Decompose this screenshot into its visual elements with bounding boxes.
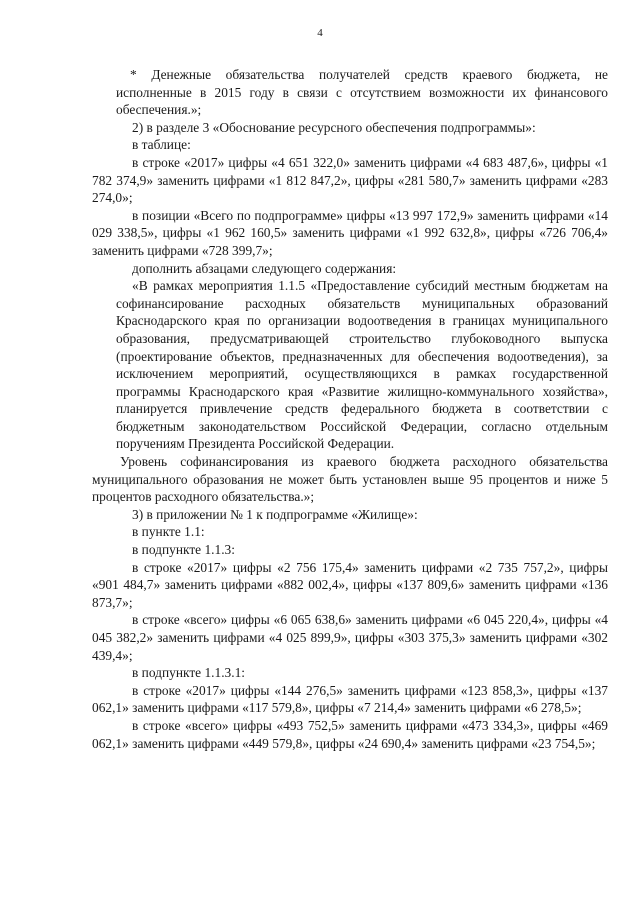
quoted-paragraph: «В рамках мероприятия 1.1.5 «Предоставление субсидий местным бюджетам на софинансирование расходных обязательств муниципальных образований Краснодарского края по организации водоотведения в границах муниципального образования, предусматривающей строительство глубоководного выпуска (проектирование объектов, предназначенных для обеспечения водоотведения), за исключением мероприятий, осуществляющихся в рамках государственной программы Краснодарского края «Развитие жилищно-коммунального хозяйства», планируется привлечение средств федерального бюджета в соответствии с бюджетным законодательством Российской Федерации, согласно отдельным поручениям Президента Российской Федерации.	[116, 278, 608, 452]
supplement-paragraph: дополнить абзацами следующего содержания:	[132, 260, 397, 276]
point-1-1-paragraph: в пункте 1.1:	[132, 524, 205, 540]
in-table-paragraph: в таблице:	[132, 137, 191, 153]
subpoint-1-1-3-paragraph: в подпункте 1.1.3:	[132, 542, 235, 558]
section-item-2: 2) в разделе 3 «Обоснование ресурсного обеспечения подпрограммы»:	[132, 119, 536, 135]
document-body	[92, 66, 608, 752]
subpoint-row-total-paragraph: в строке «всего» цифры «6 065 638,6» заменить цифрами «6 045 220,4», цифры «4 045 382,2» заменить цифрами «4 025 899,9», цифры «303 375,3» заменить цифрами «302 439,4»;	[92, 612, 608, 663]
subpoint-row-2017-paragraph: в строке «2017» цифры «2 756 175,4» заменить цифрами «2 735 757,2», цифры «901 484,7» заменить цифрами «882 002,4», цифры «137 809,6» заменить цифрами «136 873,7»;	[92, 559, 608, 610]
row-2017-paragraph: в строке «2017» цифры «4 651 322,0» заменить цифрами «4 683 487,6», цифры «1 782 374,9» заменить цифрами «1 812 847,2», цифры «281 580,7» заменить цифрами «283 274,0»;	[92, 154, 608, 206]
sub-subpoint-row-2017-paragraph: в строке «2017» цифры «144 276,5» заменить цифрами «123 858,3», цифры «137 062,1» заменить цифрами «117 579,8», цифры «7 214,4» заменить цифрами «6 278,5»;	[92, 682, 608, 716]
section-item-3: 3) в приложении № 1 к подпрограмме «Жилище»:	[132, 506, 418, 522]
total-position-paragraph: в позиции «Всего по подпрограмме» цифры «13 997 172,9» заменить цифрами «14 029 338,5», цифры «1 962 160,5» заменить цифрами «1 992 632,8», цифры «726 706,4» заменить цифрами «728 399,7»;	[92, 207, 608, 258]
sub-subpoint-row-total-paragraph: в строке «всего» цифры «493 752,5» заменить цифрами «473 334,3», цифры «469 062,1» заменить цифрами «449 579,8», цифры «24 690,4» заменить цифрами «23 754,5»;	[92, 717, 608, 751]
subpoint-1-1-3-1-paragraph: в подпункте 1.1.3.1:	[132, 665, 246, 681]
page-number: 4	[317, 27, 323, 39]
footnote-paragraph: * Денежные обязательства получателей средств краевого бюджета, не исполненные в 2015 году в связи с отсутствием возможности их финансового обеспечения.»;	[116, 67, 608, 118]
cofinancing-paragraph: Уровень софинансирования из краевого бюджета расходного обязательства муниципального образования не может быть установлен выше 95 процентов и ниже 5 процентов расходного обязательства.»;	[92, 454, 608, 505]
